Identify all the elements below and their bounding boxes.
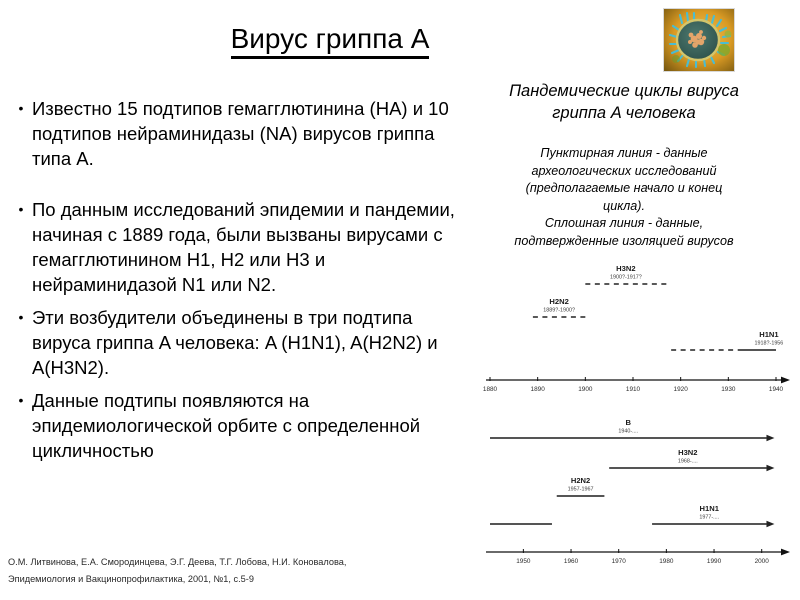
legend-line: археологических исследований	[531, 163, 717, 178]
figure-heading-line-1: Пандемические циклы вируса	[509, 82, 739, 100]
legend-line: подтвержденные изоляцией вирусов	[514, 233, 734, 248]
axis-tick-label: 1950	[516, 558, 531, 565]
citation-authors: О.М. Литвинова, Е.А. Смородинцева, Э.Г. Деева, Т.Г. Лобова, Н.И. Коновалова,	[8, 557, 347, 567]
list-item	[10, 388, 470, 463]
axis-tick-label: 1990	[706, 558, 722, 565]
bullet-list	[10, 96, 470, 471]
bullet-text: По данным исследований эпидемии и пандемии, начиная с 1889 года, были вызваны вирусами с гемагглютинином H1, H2 или H3 и нейраминидазой N1 или N2.	[32, 199, 455, 295]
series-name-label: H1N1	[759, 330, 779, 339]
timeline-series	[490, 418, 774, 441]
timeline-series	[533, 297, 585, 317]
legend-line: (предполагаемые начало и конец	[525, 181, 723, 195]
timeline-chart-1940-2000	[462, 400, 798, 578]
bullet-text: Известно 15 подтипов гемагглютинина (HA) и 10 подтипов нейраминидазы (NA) вирусов гриппа типа A.	[32, 98, 449, 169]
figure-legend	[455, 145, 793, 250]
timeline-series	[557, 476, 605, 496]
series-years-label: 1889?-1900?	[543, 307, 576, 314]
list-item	[10, 305, 470, 380]
virus-micrograph-graphic	[664, 9, 734, 71]
series-years-label: 1968-....	[677, 458, 698, 465]
page-title-text: Вирус гриппа A	[231, 23, 430, 59]
series-years-label: 1918?-1956	[754, 340, 784, 347]
axis-tick-label: 1920	[673, 386, 688, 393]
series-name-label: H1N1	[699, 504, 719, 513]
legend-line: цикла).	[603, 198, 645, 213]
bullet-marker-icon: •	[18, 201, 24, 217]
axis-tick-label: 2000	[754, 558, 769, 565]
figure-heading	[452, 80, 796, 124]
citation-footer	[8, 554, 528, 588]
axis-tick-label: 1980	[659, 558, 674, 565]
citation-source: Эпидемиология и Вакцинопрофилактика, 2001, №1, с.5-9	[8, 574, 254, 584]
bullet-marker-icon: •	[18, 100, 24, 116]
series-name-label: H2N2	[570, 476, 591, 485]
axis-tick-label: 1940	[768, 386, 784, 393]
series-name-label: B	[625, 418, 631, 427]
bullet-marker-icon: •	[18, 392, 24, 408]
axis-tick-label: 1900	[578, 386, 593, 393]
list-item	[10, 197, 470, 297]
series-years-label: 1900?-1917?	[609, 274, 642, 281]
axis-arrow-icon	[781, 549, 790, 556]
bullet-text: Эти возбудители объединены в три подтипа вируса гриппа A человека: A (H1N1), A(H2N2) и A(H3N2).	[32, 307, 438, 378]
axis-tick-label: 1970	[611, 558, 626, 565]
series-years-label: 1940-....	[618, 428, 639, 435]
series-years-label: 1977-....	[699, 514, 720, 521]
figure-heading-line-2: гриппа A человека	[552, 104, 696, 122]
bullet-marker-icon: •	[18, 309, 24, 325]
list-item	[10, 96, 470, 171]
axis-tick-label: 1910	[625, 386, 641, 393]
timeline-series	[585, 264, 666, 284]
timeline-series	[609, 448, 774, 471]
legend-line: Сплошная линия - данные,	[544, 216, 704, 230]
bullet-text: Данные подтипы появляются на эпидемиологической орбите с определенной цикличностью	[32, 390, 421, 461]
timeline-series	[671, 330, 783, 350]
series-arrow-icon	[766, 435, 774, 441]
legend-line: Пунктирная линия - данные	[540, 146, 708, 160]
series-arrow-icon	[766, 521, 774, 527]
page-title	[0, 22, 660, 56]
series-years-label: 1957-1967	[567, 486, 594, 493]
timeline-chart-1880-1940	[462, 262, 798, 394]
axis-tick-label: 1890	[530, 386, 545, 393]
axis-tick-label: 1880	[482, 386, 498, 393]
axis-arrow-icon	[781, 377, 790, 384]
series-name-label: H3N2	[678, 448, 698, 457]
series-name-label: H2N2	[549, 297, 569, 306]
axis-tick-label: 1930	[721, 386, 736, 393]
series-name-label: H3N2	[616, 264, 636, 273]
axis-tick-label: 1960	[563, 558, 579, 565]
timeline-series	[490, 504, 774, 527]
influenza-virus-image	[663, 8, 735, 72]
series-arrow-icon	[766, 465, 774, 471]
